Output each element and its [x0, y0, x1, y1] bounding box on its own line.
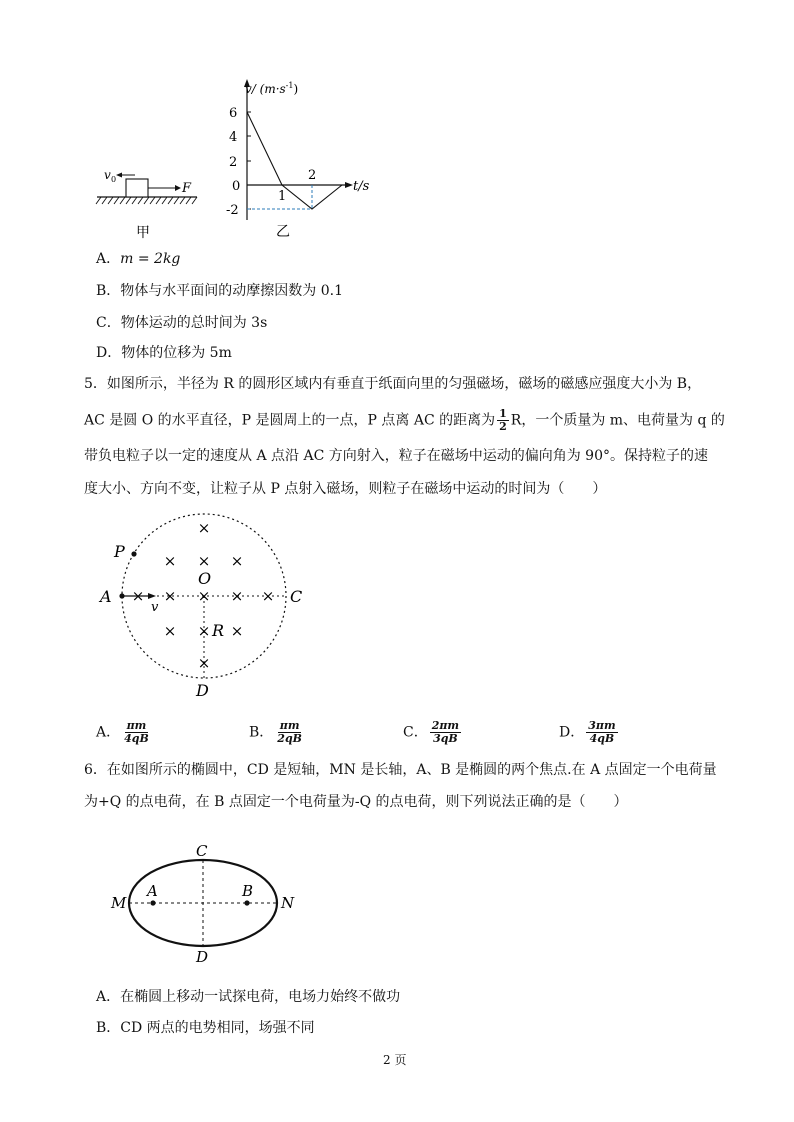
q5-circle-figure — [98, 510, 318, 705]
q6-option-a — [96, 987, 400, 1007]
y-tick-2: 2 — [229, 155, 238, 170]
focus-a — [150, 900, 155, 905]
velocity-line — [247, 112, 342, 209]
v0-label: v — [104, 168, 111, 182]
option-text: 物体的位移为 5m — [121, 345, 232, 361]
y-tick-0: 0 — [232, 179, 241, 194]
svg-text:×: × — [197, 587, 211, 605]
q5-option-b — [249, 720, 306, 745]
page-number: 2 页 — [383, 1053, 407, 1067]
x-tick-1: 1 — [278, 189, 287, 204]
label-v: v — [151, 600, 159, 615]
svg-text:×: × — [163, 622, 177, 640]
svg-text:×: × — [261, 587, 275, 605]
label-a: A — [147, 882, 158, 900]
label-r: R — [212, 621, 225, 640]
svg-text:×: × — [230, 622, 244, 640]
focus-b — [244, 900, 249, 905]
point-p — [131, 551, 136, 556]
svg-text:×: × — [197, 654, 211, 672]
option-letter: D． — [559, 724, 585, 741]
q5-line2-b: R，一个质量为 m、电荷量为 q 的 — [510, 412, 725, 429]
y-tick-4: 4 — [229, 130, 238, 145]
q5-stem-line-2 — [84, 408, 725, 433]
label-b: B — [242, 882, 254, 900]
option-fraction: $\frac{\pi m}{4qB}$ — [124, 719, 149, 745]
option-letter: A． — [96, 989, 121, 1005]
svg-text:×: × — [230, 552, 244, 570]
label-c: C — [196, 842, 208, 860]
y-tick-neg2: -2 — [226, 203, 239, 218]
q5-stem-line-1: 5．如图所示，半径为 R 的圆形区域内有垂直于纸面向里的匀强磁场，磁场的磁感应强度大小为 B， — [84, 376, 702, 392]
q5-stem-line-4: 度大小、方向不变，让粒子从 P 点射入磁场，则粒子在磁场中运动的时间为（ ） — [84, 481, 607, 497]
option-fraction: $\frac{\pi m}{2qB}$ — [277, 719, 302, 745]
option-letter: B． — [249, 724, 274, 741]
q6-stem-line-1: 6．在如图所示的椭圆中，CD 是短轴，MN 是长轴，A、B 是椭圆的两个焦点.在 A 点固定一个电荷量 — [84, 762, 717, 778]
label-d: D — [196, 948, 209, 966]
option-text: CD 两点的电势相同，场强不同 — [120, 1020, 315, 1036]
figure-jia-caption: 甲 — [136, 225, 150, 241]
q4-option-c — [96, 313, 267, 333]
svg-text:×: × — [197, 519, 211, 537]
figure-yi-caption: 乙 — [276, 224, 290, 240]
option-fraction: $\frac{3\pi m}{4qB}$ — [588, 719, 616, 745]
q5-line2-a: AC 是圆 O 的水平直径，P 是圆周上的一点，P 点离 AC 的距离为 — [84, 412, 496, 429]
option-fraction: $\frac{2\pi m}{3qB}$ — [431, 719, 460, 745]
label-n: N — [281, 894, 295, 912]
label-d: D — [196, 681, 209, 700]
label-a: A — [100, 587, 112, 606]
option-text: m = 2kg — [120, 251, 181, 267]
option-letter: A． — [96, 724, 121, 741]
q6-stem-line-2: 为+Q 的点电荷，在 B 点固定一个电荷量为-Q 的点电荷，则下列说法正确的是（ ） — [84, 794, 628, 810]
fraction-one-half: $\frac{1}{2}$ — [499, 407, 507, 433]
svg-text:×: × — [131, 587, 145, 605]
option-letter: B． — [96, 283, 121, 299]
option-letter: C． — [96, 315, 121, 331]
q5-option-d — [559, 720, 620, 745]
block — [126, 179, 148, 197]
q6-ellipse-figure — [105, 838, 305, 970]
option-letter: A． — [96, 251, 121, 267]
v0-sub: 0 — [111, 175, 117, 184]
q5-option-c — [403, 720, 463, 745]
option-letter: B． — [96, 1020, 121, 1036]
figure-yi-vt-graph — [225, 75, 385, 240]
label-c: C — [290, 587, 303, 606]
q5-option-a — [96, 720, 153, 745]
option-letter: C． — [403, 724, 428, 741]
option-text: 物体运动的总时间为 3s — [120, 315, 268, 331]
label-m: M — [111, 894, 127, 912]
q5-stem-line-3: 带负电粒子以一定的速度从 A 点沿 AC 方向射入，粒子在磁场中运动的偏向角为 90°。保持粒子的速 — [84, 448, 708, 464]
q4-option-a — [96, 249, 180, 269]
y-axis-label: v/ $(m\cdot s^{-1})$ — [245, 81, 299, 96]
q6-option-b — [96, 1018, 315, 1038]
svg-text:×: × — [163, 552, 177, 570]
option-text: 物体与水平面间的动摩擦因数为 0.1 — [120, 283, 344, 299]
label-p: P — [114, 542, 125, 561]
svg-text:×: × — [197, 622, 211, 640]
option-text: 在椭圆上移动一试探电荷，电场力始终不做功 — [120, 989, 401, 1005]
y-tick-6: 6 — [229, 106, 238, 121]
figure-jia — [95, 162, 205, 242]
force-label: F — [182, 181, 192, 196]
svg-text:×: × — [163, 587, 177, 605]
label-o: O — [198, 569, 212, 588]
option-letter: D． — [96, 345, 122, 361]
q4-option-b — [96, 281, 343, 301]
x-tick-2: 2 — [308, 168, 317, 183]
q4-option-d — [96, 343, 232, 363]
svg-text:×: × — [230, 587, 244, 605]
x-axis-label: t/s — [353, 179, 370, 194]
svg-text:×: × — [197, 552, 211, 570]
